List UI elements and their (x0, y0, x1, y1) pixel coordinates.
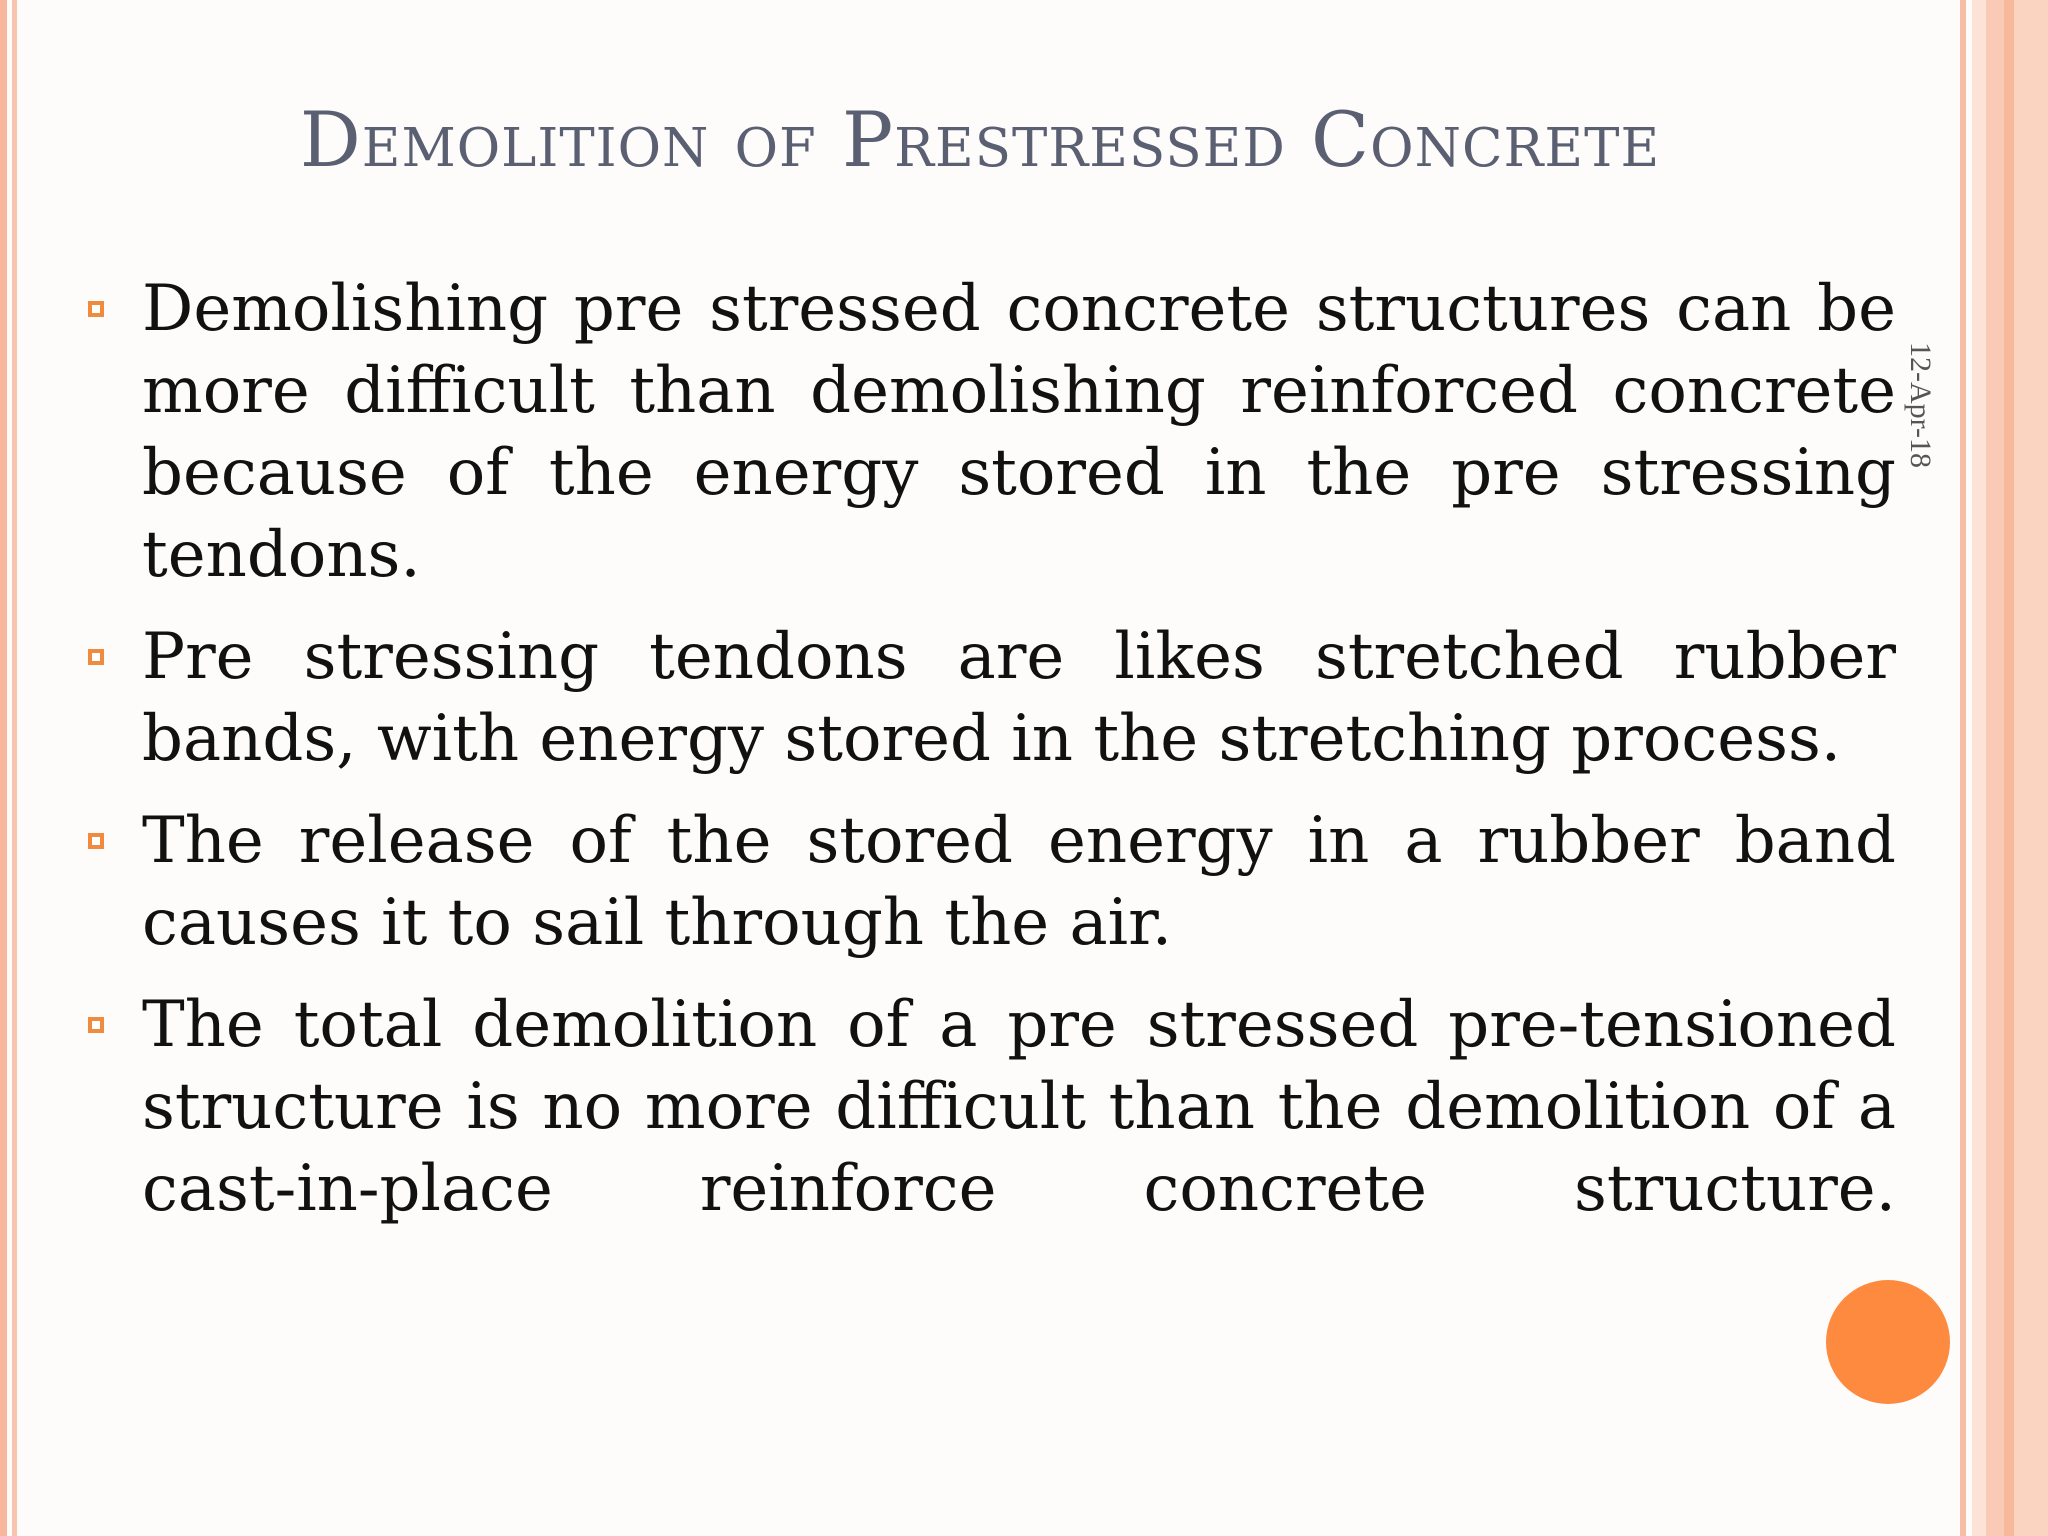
bullet-item (80, 268, 1896, 596)
bullet-item (80, 984, 1896, 1230)
bullet-item (80, 616, 1896, 780)
square-bullet-icon (88, 649, 104, 665)
square-bullet-icon (88, 301, 104, 317)
right-border-band-2 (1972, 0, 1986, 1536)
left-border-band (0, 0, 7, 1536)
bullet-text: Pre stressing tendons are likes stretched rubber bands, with energy stored in the stretching process. (142, 620, 1896, 776)
orange-circle-icon (1826, 1280, 1950, 1404)
slide-title: Demolition of Prestressed Concrete (299, 95, 1661, 184)
right-border-band-4 (2004, 0, 2014, 1536)
square-bullet-icon (88, 1017, 104, 1033)
bullet-list (80, 268, 1896, 1250)
right-border-band-1 (1960, 0, 1966, 1536)
bullet-text: The release of the stored energy in a rubber band causes it to sail through the air. (142, 804, 1896, 960)
right-border-band-5 (2014, 0, 2048, 1536)
bullet-text: Demolishing pre stressed concrete structures can be more difficult than demolishing reinforced concrete because of the energy stored in the pre stressing tendons. (142, 272, 1896, 592)
bullet-item (80, 800, 1896, 964)
bullet-text: The total demolition of a pre stressed pre-tensioned structure is no more difficult than the demolition of a cast-in-place reinforce concrete structure. (142, 988, 1896, 1226)
square-bullet-icon (88, 833, 104, 849)
slide-date: 12-Apr-18 (1904, 341, 1937, 469)
left-border-band-inner (12, 0, 17, 1536)
right-border-band-3 (1986, 0, 2004, 1536)
